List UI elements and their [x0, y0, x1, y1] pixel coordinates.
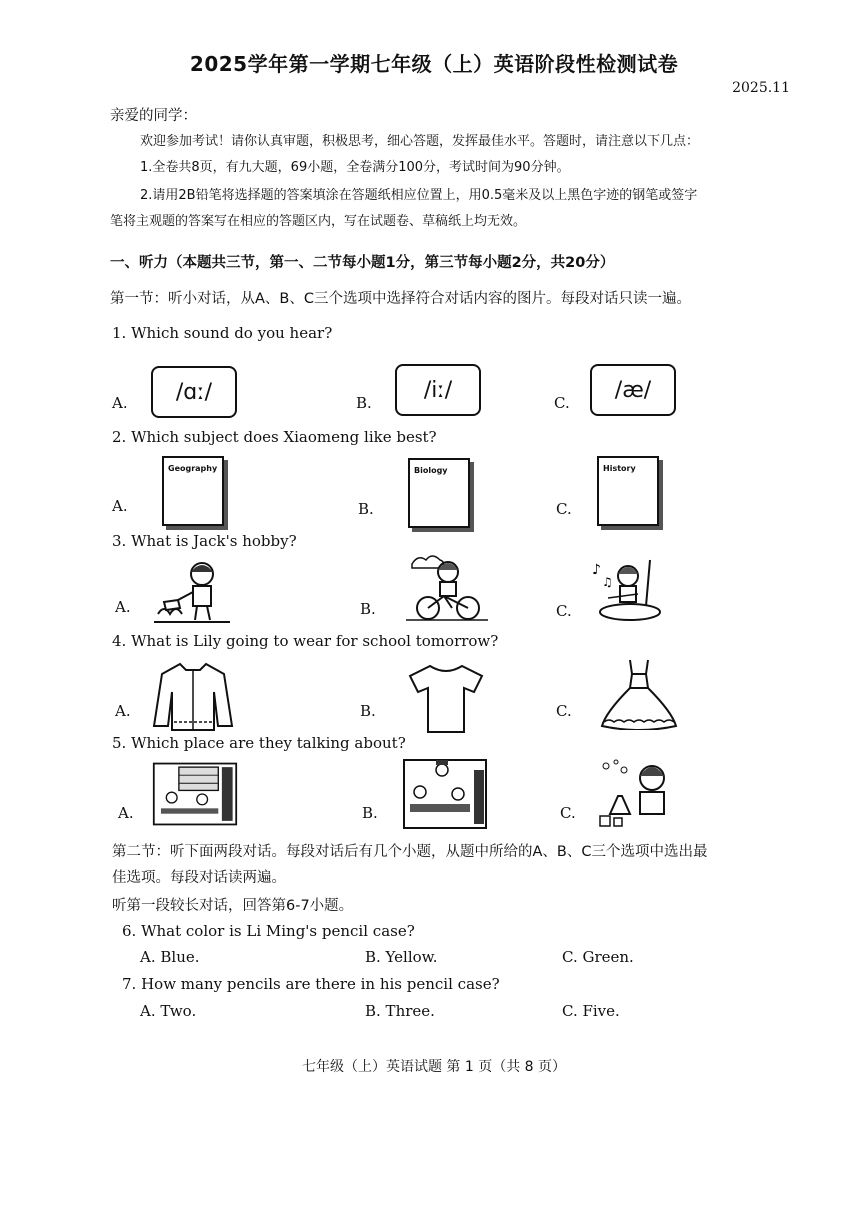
history-book-icon: History: [597, 456, 659, 526]
part-2-line-2: 佳选项。每段对话读两遍。: [112, 870, 286, 886]
svg-text:♪: ♪: [592, 562, 601, 578]
science-lab-icon: [596, 756, 682, 828]
q5-option-a-letter: A.: [118, 804, 134, 822]
q3-option-c-letter: C.: [556, 602, 572, 620]
library-icon: [152, 758, 238, 830]
part-2-line-3: 听第一段较长对话，回答第6-7小题。: [112, 898, 354, 914]
q2-option-b-letter: B.: [358, 500, 374, 518]
page-title: 2025学年第一学期七年级（上）英语阶段性检测试卷: [189, 52, 679, 76]
q1-option-b-letter: B.: [356, 394, 372, 412]
intro-line-1: 欢迎参加考试！请你认真审题，积极思考，细心答题，发挥最佳水平。答题时，请注意以下几点：: [140, 134, 700, 149]
intro-line-2: 1.全卷共8页，有九大题，69小题，全卷满分100分，考试时间为90分钟。: [140, 160, 570, 175]
dress-icon: [596, 658, 682, 730]
section-1-part-1: 第一节：听小对话，从A、B、C三个选项中选择符合对话内容的图片。每段对话只读一遍。: [110, 291, 691, 307]
intro-line-3a: 2.请用2B铅笔将选择题的答案填涂在答题纸相应位置上，用0.5毫米及以上黑色字迹的钢笔或签字: [140, 188, 698, 203]
question-7: 7. How many pencils are there in his pencil case?: [122, 975, 500, 993]
q3-option-b-letter: B.: [360, 600, 376, 618]
q1-option-c-letter: C.: [554, 394, 570, 412]
q6-option-b: B. Yellow.: [365, 948, 438, 966]
playing-erhu-girl-icon: [590, 556, 676, 628]
q7-option-a: A. Two.: [140, 1002, 197, 1020]
svg-text:♫: ♫: [602, 575, 613, 589]
q6-option-a: A. Blue.: [140, 948, 200, 966]
greeting: 亲爱的同学：: [110, 108, 197, 124]
q2-option-c-letter: C.: [556, 500, 572, 518]
q1-option-a: /ɑː/: [151, 366, 237, 418]
section-1-heading: 一、听力（本题共三节，第一、二节每小题1分，第三节每小题2分，共20分）: [110, 255, 615, 271]
question-1: 1. Which sound do you hear?: [112, 324, 333, 342]
dining-hall-icon: [402, 758, 488, 830]
exam-date: 2025.11: [732, 80, 790, 96]
q2-option-a-letter: A.: [112, 497, 128, 515]
q5-option-c-letter: C.: [560, 804, 576, 822]
geography-book-icon: Geography: [162, 456, 224, 526]
biology-book-icon: Biology: [408, 458, 470, 528]
t-shirt-icon: [402, 662, 488, 734]
q1-option-a-letter: A.: [112, 394, 128, 412]
q5-option-b-letter: B.: [362, 804, 378, 822]
q1-option-c: /æ/: [590, 364, 676, 416]
page-footer: 七年级（上）英语试题 第 1 页（共 8 页）: [301, 1059, 567, 1075]
q3-option-a-letter: A.: [115, 598, 131, 616]
question-2: 2. Which subject does Xiaomeng like best?: [112, 428, 437, 446]
cycling-boy-icon: [404, 552, 490, 624]
question-4: 4. What is Lily going to wear for school tomorrow?: [112, 632, 499, 650]
q7-option-b: B. Three.: [365, 1002, 435, 1020]
part-2-line-1: 第二节：听下面两段对话。每段对话后有几个小题，从题中所给的A、B、C三个选项中选出最: [112, 844, 708, 860]
question-5: 5. Which place are they talking about?: [112, 734, 406, 752]
q4-option-c-letter: C.: [556, 702, 572, 720]
intro-line-3b: 笔将主观题的答案写在相应的答题区内，写在试题卷、草稿纸上均无效。: [110, 214, 527, 229]
question-6: 6. What color is Li Ming's pencil case?: [122, 922, 415, 940]
jacket-icon: [150, 660, 236, 732]
q6-option-c: C. Green.: [562, 948, 634, 966]
q7-option-c: C. Five.: [562, 1002, 620, 1020]
question-3: 3. What is Jack's hobby?: [112, 532, 297, 550]
q4-option-b-letter: B.: [360, 702, 376, 720]
q1-option-b: /iː/: [395, 364, 481, 416]
gardening-boy-icon: [150, 556, 236, 628]
q4-option-a-letter: A.: [115, 702, 131, 720]
